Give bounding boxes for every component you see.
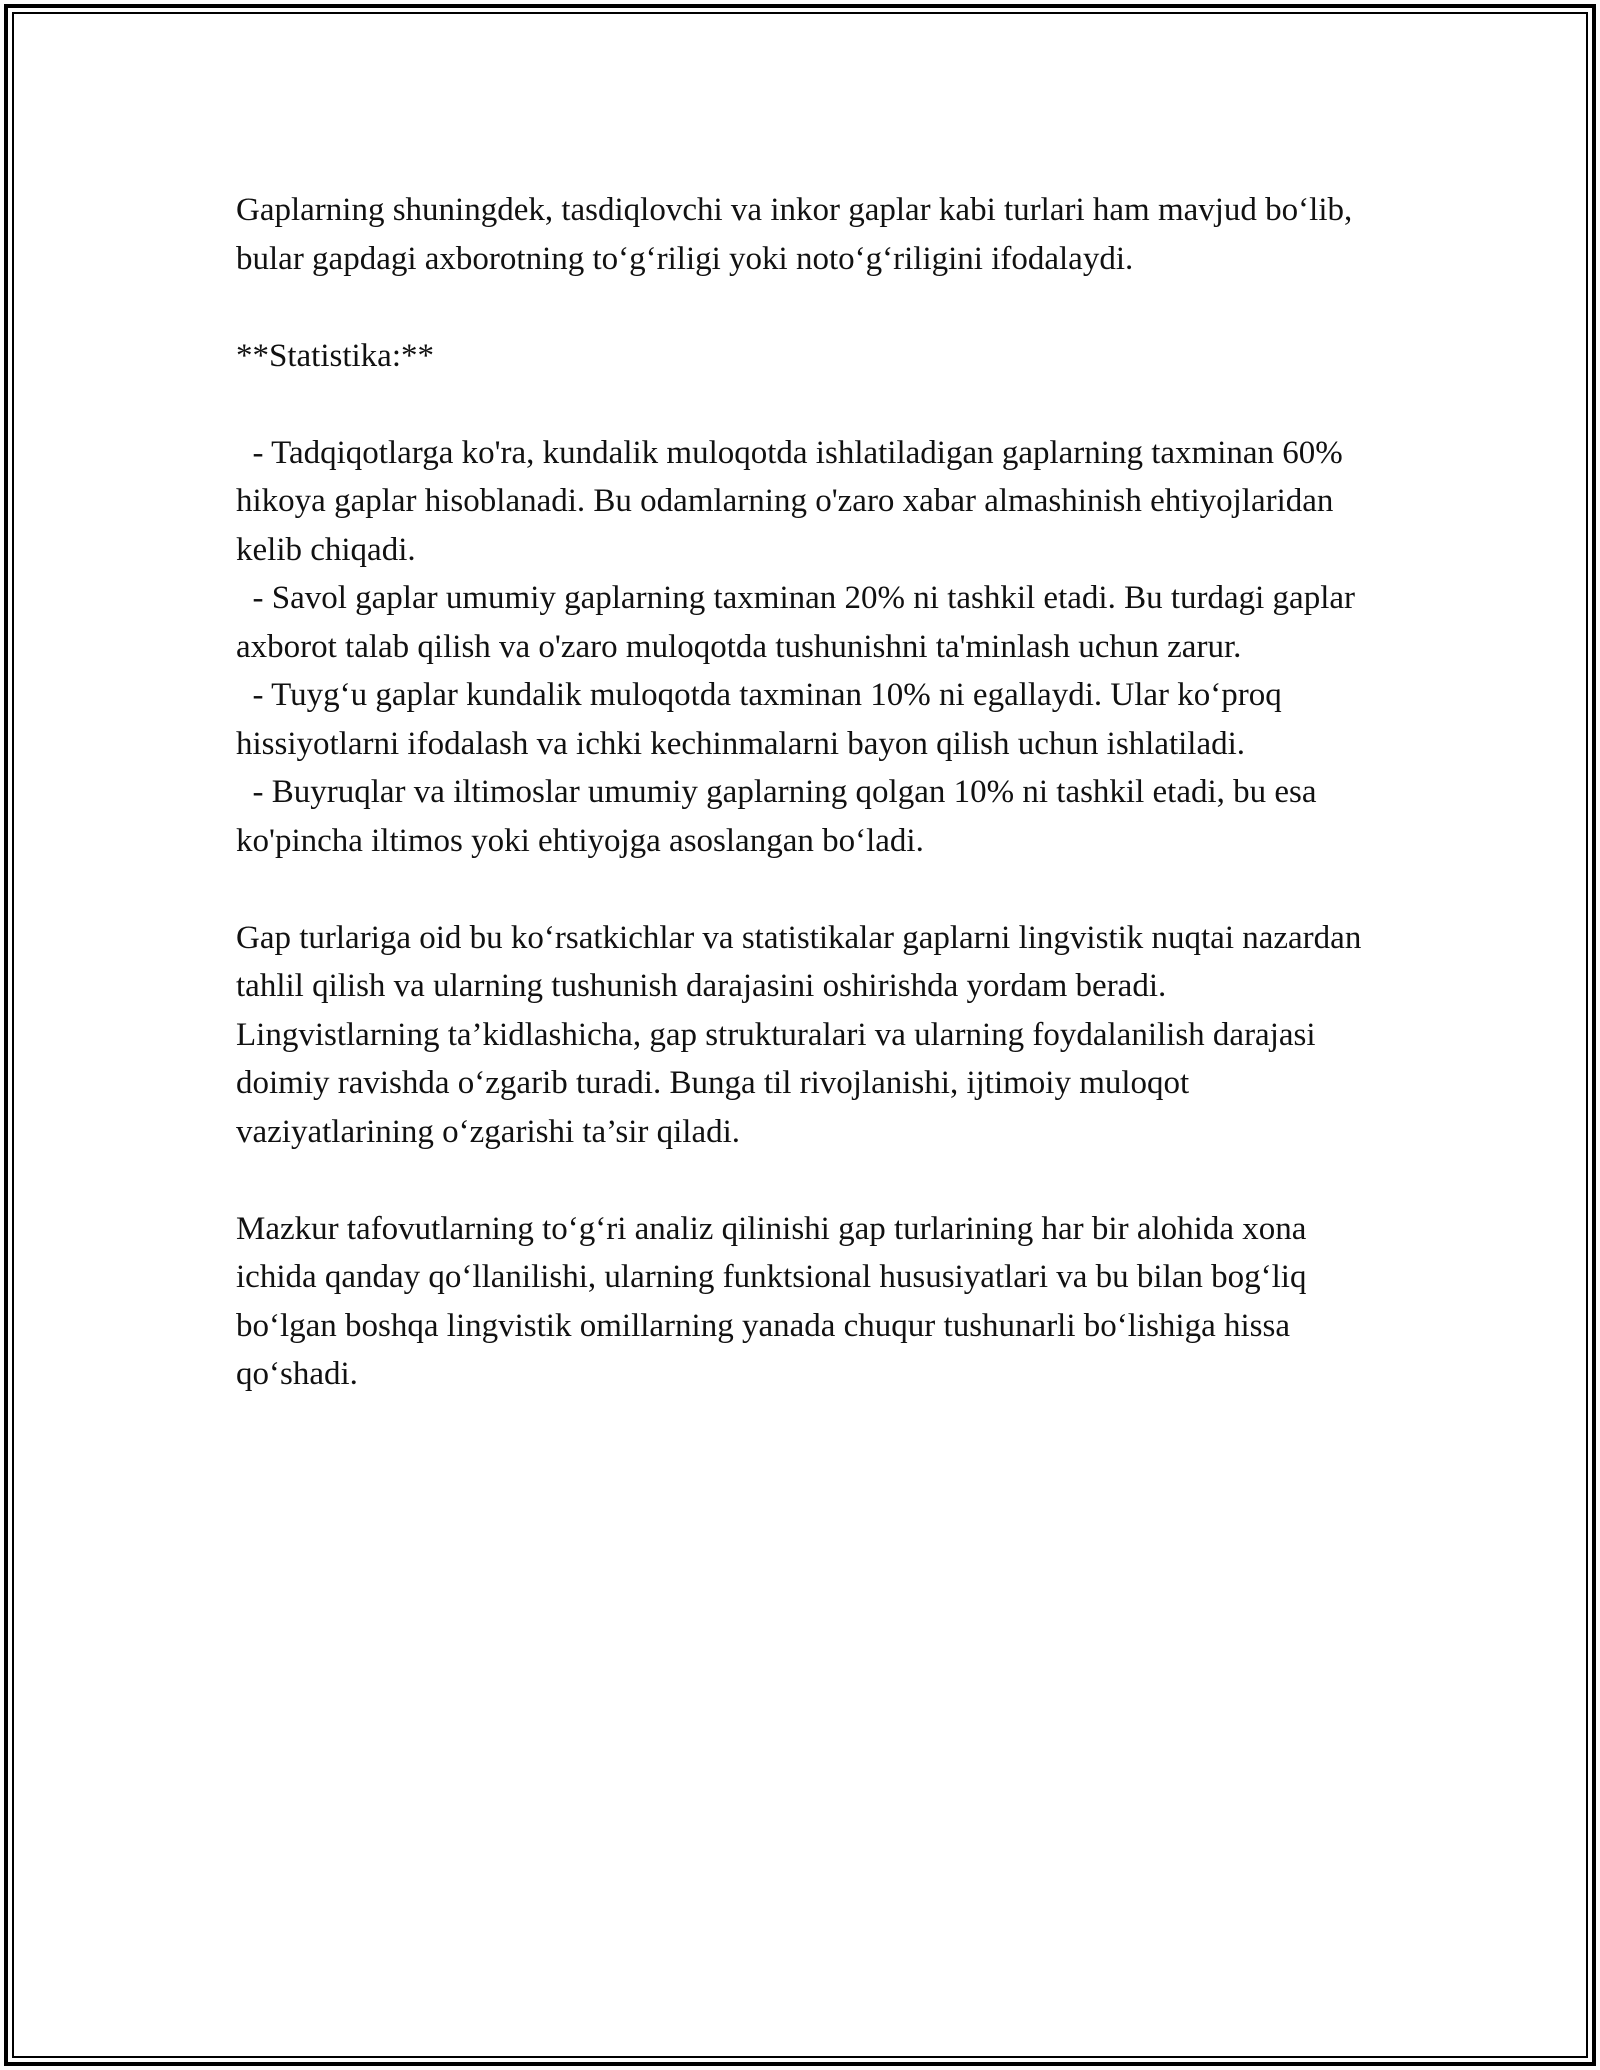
stats-item-2: - Savol gaplar umumiy gaplarning taxminan 20% ni tashkil etadi. Bu turdagi gaplar axborot talab qilish va o'zaro muloqotda tushunishni ta'minlash uchun zarur. — [236, 580, 1364, 665]
spacer — [236, 283, 1376, 332]
analysis-paragraph: Gap turlariga oid bu ko‘rsatkichlar va statistikalar gaplarni lingvistik nuqtai nazardan tahlil qilish va ularning tushunish darajasini oshirishda yordam beradi. Lingvistlarning ta’kidlashicha, gap strukturalari va ularning foydalanilish darajasi doimiy ravishda o‘zgarib turadi. Bunga til rivojlanishi, ijtimoiy muloqot vaziyatlarining o‘zgarishi ta’sir qiladi. — [236, 919, 1370, 1150]
spacer — [236, 380, 1376, 429]
stats-item-3: - Tuyg‘u gaplar kundalik muloqotda taxminan 10% ni egallaydi. Ular ko‘proq hissiyotlarni ifodalash va ichki kechinmalarni bayon qilish uchun ishlatiladi. — [236, 677, 1290, 762]
stats-item-1: - Tadqiqotlarga ko'ra, kundalik muloqotda ishlatiladigan gaplarning taxminan 60% hikoya gaplar hisoblanadi. Bu odamlarning o'zaro xabar almashinish ehtiyojlaridan kelib chiqadi. — [236, 434, 1352, 568]
stats-item-4: - Buyruqlar va iltimoslar umumiy gaplarning qolgan 10% ni tashkil etadi, bu esa ko'pincha iltimos yoki ehtiyojga asoslangan bo‘ladi. — [236, 774, 1325, 859]
document-body — [236, 186, 1376, 1399]
spacer — [236, 1156, 1376, 1205]
conclusion-paragraph: Mazkur tafovutlarning to‘g‘ri analiz qilinishi gap turlarining har bir alohida xona ichida qanday qo‘llanilishi, ularning funktsional hususiyatlari va bu bilan bog‘liq bo‘lgan boshqa lingvistik omillarning yanada chuqur tushunarli bo‘lishiga hissa qo‘shadi. — [236, 1210, 1315, 1392]
spacer — [236, 865, 1376, 914]
intro-paragraph: Gaplarning shuningdek, tasdiqlovchi va inkor gaplar kabi turlari ham mavjud bo‘lib, bular gapdagi axborotning to‘g‘riligi yoki noto‘g‘riligini ifodalaydi. — [236, 192, 1361, 277]
stats-heading: **Statistika:** — [236, 337, 434, 374]
